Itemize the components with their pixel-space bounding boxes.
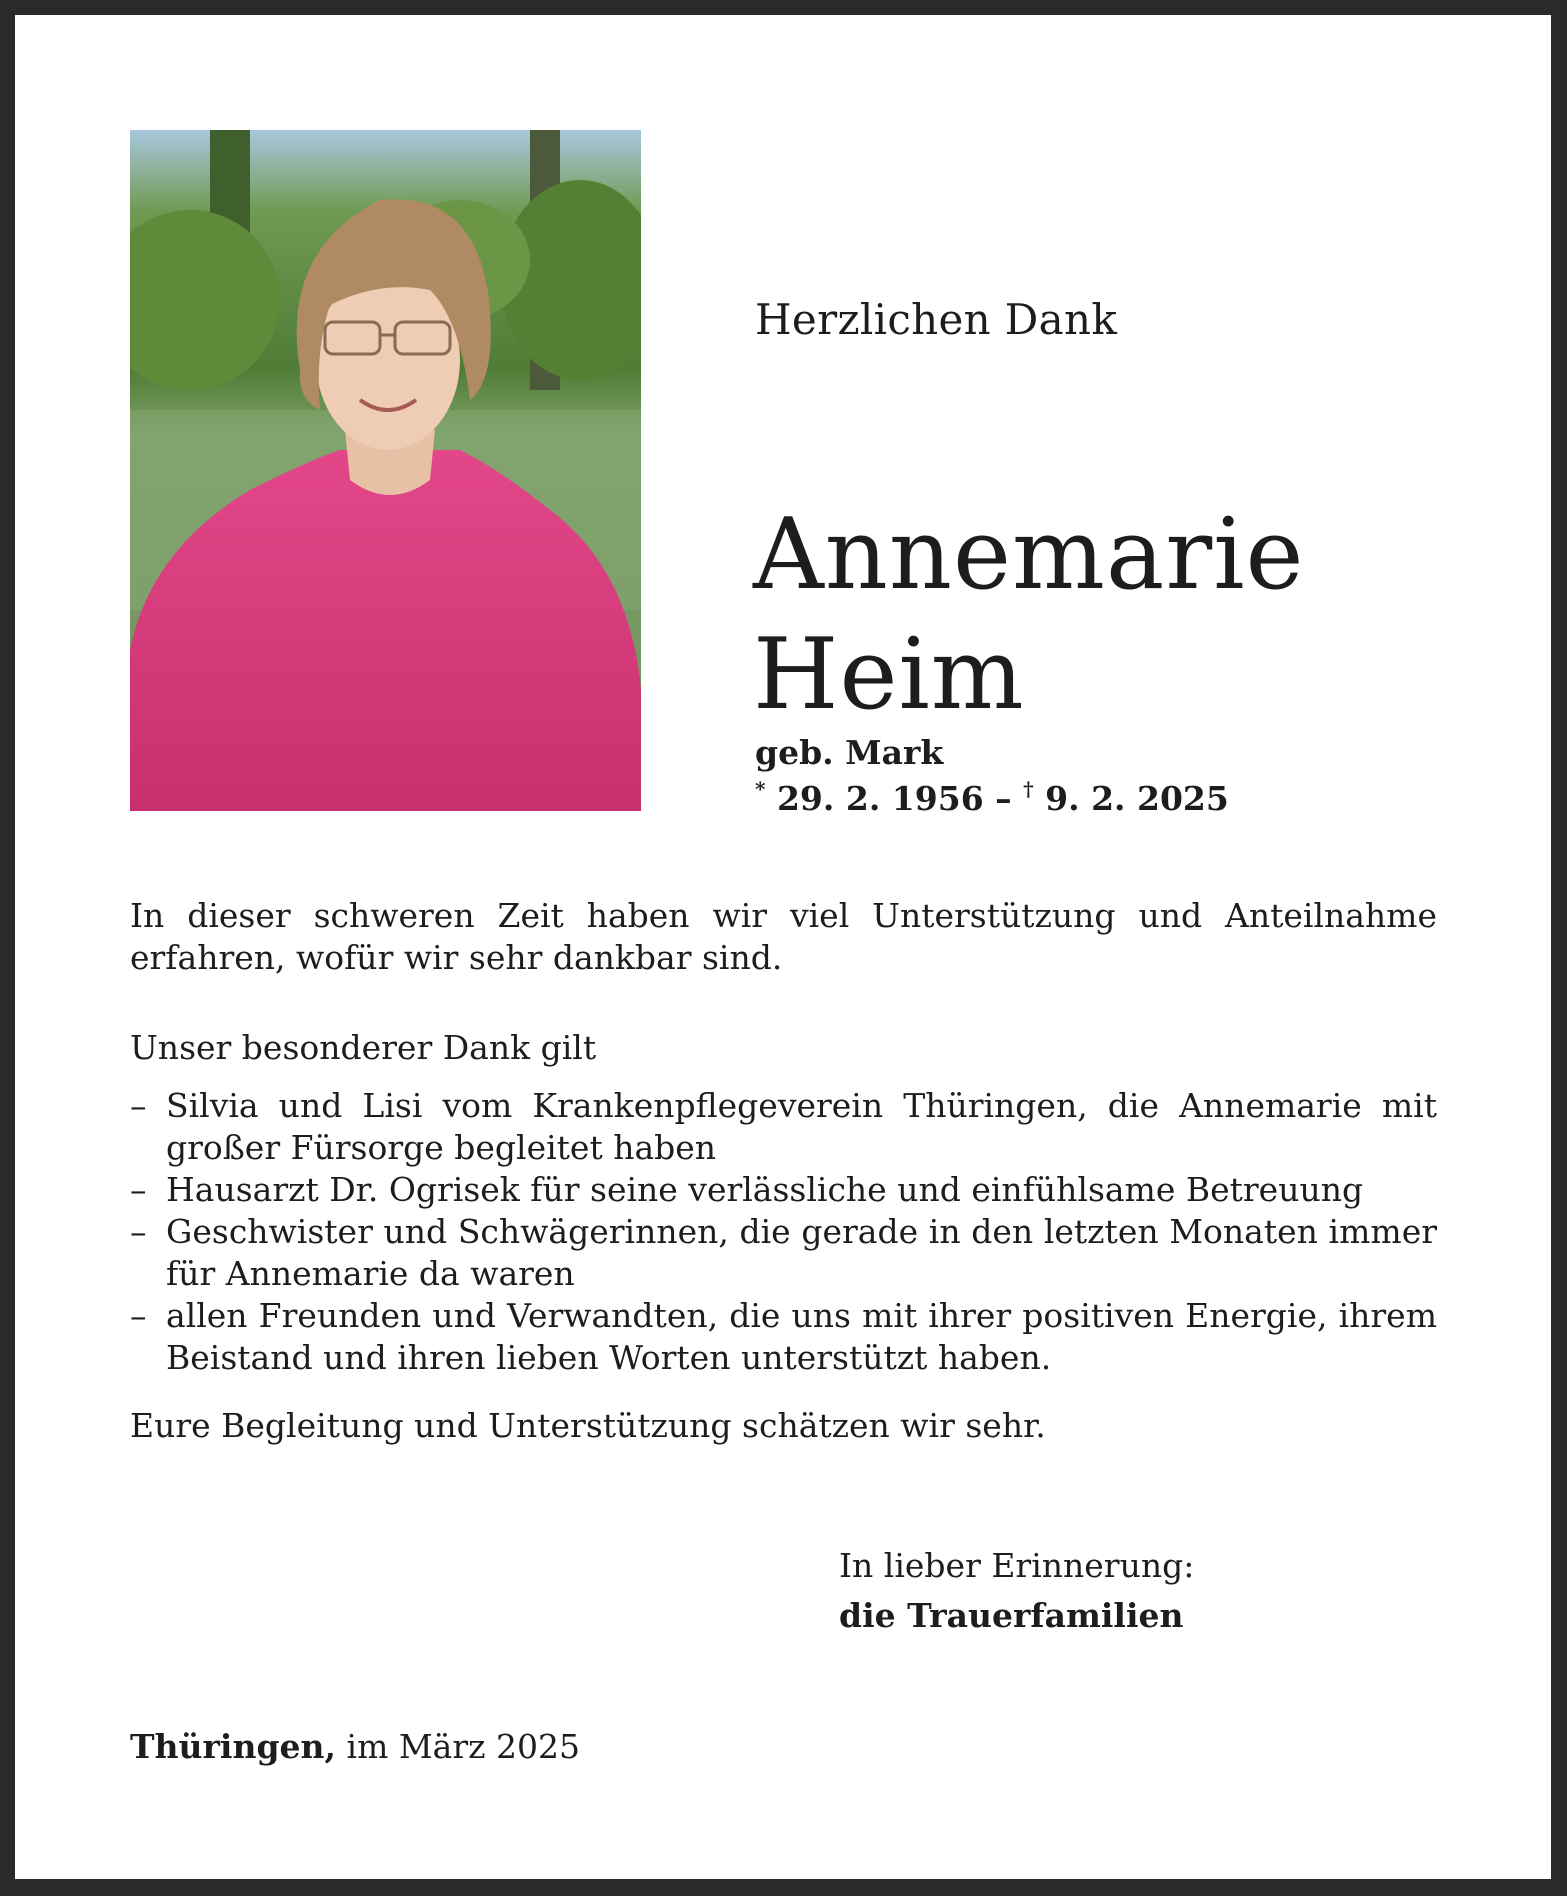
thanks-list <box>130 1085 1437 1379</box>
life-dates <box>755 777 1229 818</box>
death-date: 9. 2. 2025 <box>1045 779 1229 818</box>
portrait-image <box>130 130 641 811</box>
list-dash: – <box>130 1212 147 1251</box>
birth-date: 29. 2. 1956 <box>776 779 984 818</box>
list-item-text: Hausarzt Dr. Ogrisek für seine verlässliche und einfühlsame Betreuung <box>166 1170 1364 1209</box>
obituary-card <box>15 15 1551 1879</box>
list-item <box>130 1169 1437 1211</box>
signature-family: die Trauerfamilien <box>839 1596 1184 1635</box>
first-name: Annemarie <box>753 498 1305 612</box>
list-item <box>130 1085 1437 1169</box>
death-symbol: † <box>1023 777 1034 801</box>
date: im März 2025 <box>346 1727 580 1766</box>
list-dash: – <box>130 1086 147 1125</box>
heading: Herzlichen Dank <box>755 295 1118 344</box>
thanks-heading: Unser besonderer Dank gilt <box>130 1028 597 1067</box>
deceased-name <box>753 495 1305 735</box>
list-item <box>130 1295 1437 1379</box>
place-date <box>130 1727 580 1766</box>
list-dash: – <box>130 1170 147 1209</box>
last-name: Heim <box>753 618 1025 732</box>
list-item-text: allen Freunden und Verwandten, die uns mit ihrer positiven Energie, ihrem Beistand und ihren lieben Worten unterstützt haben. <box>166 1296 1437 1377</box>
birth-symbol: * <box>755 777 766 801</box>
date-separator: – <box>995 779 1012 818</box>
maiden-name: geb. Mark <box>755 733 944 772</box>
list-item-text: Geschwister und Schwägerinnen, die gerade in den letzten Monaten immer für Annemarie da waren <box>166 1212 1437 1293</box>
list-item <box>130 1211 1437 1295</box>
closing-paragraph: Eure Begleitung und Unterstützung schätzen wir sehr. <box>130 1406 1046 1445</box>
list-item-text: Silvia und Lisi vom Krankenpflegeverein Thüringen, die Annemarie mit großer Fürsorge begleitet haben <box>166 1086 1437 1167</box>
signature-block <box>839 1545 1194 1637</box>
list-dash: – <box>130 1296 147 1335</box>
portrait-photo <box>130 130 641 811</box>
intro-paragraph: In dieser schweren Zeit haben wir viel Unterstützung und Anteilnahme erfahren, wofür wir sehr dankbar sind. <box>130 896 1437 977</box>
signature-intro: In lieber Erinnerung: <box>839 1546 1195 1585</box>
place: Thüringen, <box>130 1727 337 1766</box>
